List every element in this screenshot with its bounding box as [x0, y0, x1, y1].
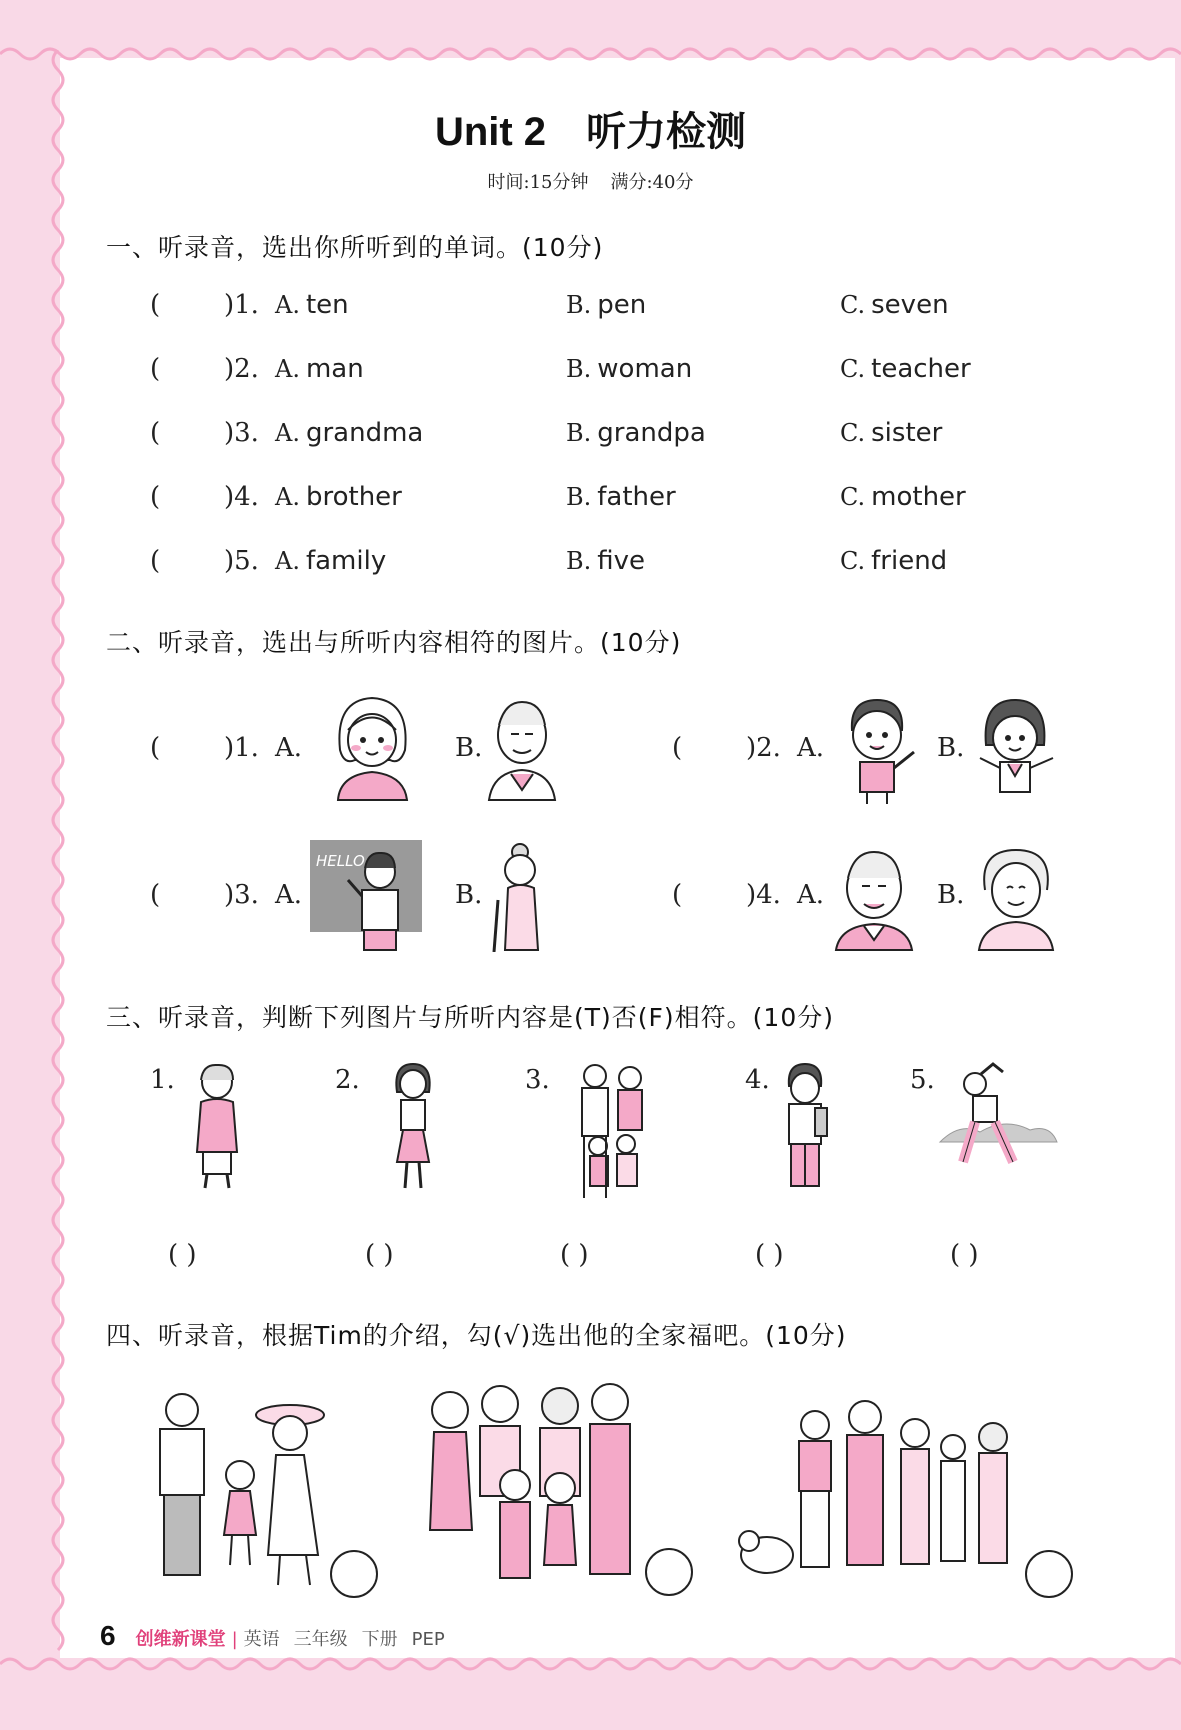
girl-portrait-image[interactable] [330, 690, 415, 802]
answer-paren[interactable]: ( [150, 482, 161, 512]
s1-question-1 [0, 290, 1181, 330]
test-title: 听力检测 [586, 110, 747, 154]
answer-paren[interactable]: ( [672, 880, 683, 910]
item-number-1: 1. [150, 1065, 175, 1095]
boy-waving-image[interactable] [832, 690, 927, 805]
exercising-woman-image[interactable] [935, 1062, 1060, 1177]
grade-label: 三年级 [293, 1629, 348, 1650]
bottom-wave-border [0, 1650, 1181, 1678]
option-b-letter: B. [455, 733, 483, 763]
item-number-2: 2. [335, 1065, 360, 1095]
answer-paren[interactable]: ( [150, 733, 161, 763]
option-c: C. teacher [840, 354, 971, 384]
answer-paren[interactable]: ( [150, 418, 161, 448]
question-number: )3. [224, 880, 259, 910]
option-b: B. five [566, 546, 646, 576]
boy-with-backpack-image[interactable] [775, 1062, 835, 1198]
subject-label: 英语 [243, 1629, 280, 1650]
term-label: 下册 [361, 1629, 398, 1650]
option-a-letter: A. [797, 733, 825, 763]
tf-answer-blank-5[interactable]: ( ) [950, 1240, 979, 1270]
question-number: )4. [224, 482, 259, 512]
option-b: B. father [566, 482, 676, 512]
tf-answer-blank-3[interactable]: ( ) [560, 1240, 589, 1270]
item-number-4: 4. [745, 1065, 770, 1095]
answer-paren[interactable]: ( [150, 290, 161, 320]
top-wave-border [0, 40, 1181, 68]
option-a-letter: A. [797, 880, 825, 910]
s1-question-4 [0, 482, 1181, 522]
option-c: C. sister [840, 418, 943, 448]
answer-paren[interactable]: ( [150, 354, 161, 384]
answer-paren[interactable]: ( [150, 546, 161, 576]
question-number: )4. [746, 880, 781, 910]
family-photo-option-3-image[interactable] [735, 1395, 1020, 1580]
full-score: 满分:40分 [610, 172, 694, 193]
item-number-3: 3. [525, 1065, 550, 1095]
tf-answer-blank-2[interactable]: ( ) [365, 1240, 394, 1270]
page-title [0, 100, 1181, 157]
answer-paren[interactable]: ( [150, 880, 161, 910]
grandma-with-cane-image[interactable] [490, 840, 550, 952]
woman-standing-image[interactable] [385, 1062, 440, 1192]
question-number: )1. [224, 290, 259, 320]
question-number: )1. [224, 733, 259, 763]
grandma-standing-image[interactable] [185, 1062, 250, 1192]
photo-1-check-circle[interactable] [330, 1550, 378, 1598]
option-a: A. man [275, 354, 364, 384]
option-c: C. seven [840, 290, 949, 320]
family-group-image[interactable] [570, 1062, 660, 1202]
brand-name: 创维新课堂 [135, 1629, 226, 1650]
answer-paren[interactable]: ( [672, 733, 683, 763]
tf-answer-blank-1[interactable]: ( ) [168, 1240, 197, 1270]
page-number: 6 [100, 1620, 116, 1651]
tf-answer-blank-4[interactable]: ( ) [755, 1240, 784, 1270]
option-a: A. grandma [275, 418, 424, 448]
option-a-letter: A. [275, 880, 303, 910]
s1-question-2 [0, 354, 1181, 394]
option-b: B. pen [566, 290, 647, 320]
teacher-at-blackboard-image[interactable] [310, 840, 422, 952]
edition-label: PEP [411, 1629, 445, 1650]
section2-title: 二、听录音，选出与所听内容相符的图片。(10分) [106, 628, 682, 657]
photo-2-check-circle[interactable] [645, 1548, 693, 1596]
s1-question-5 [0, 546, 1181, 586]
unit-label: Unit 2 [434, 110, 547, 154]
option-a-letter: A. [275, 733, 303, 763]
section3-title: 三、听录音，判断下列图片与所听内容是(T)否(F)相符。(10分) [106, 1003, 834, 1032]
option-b-letter: B. [937, 733, 965, 763]
question-number: )2. [746, 733, 781, 763]
grandpa-portrait-image[interactable] [485, 690, 560, 802]
question-number: )3. [224, 418, 259, 448]
section1-title: 一、听录音，选出你所听到的单词。(10分) [106, 233, 604, 262]
question-number: )2. [224, 354, 259, 384]
option-b: B. woman [566, 354, 693, 384]
girl-waving-image[interactable] [968, 690, 1063, 805]
family-photo-option-1-image[interactable] [150, 1385, 340, 1595]
item-number-5: 5. [910, 1065, 935, 1095]
question-number: )5. [224, 546, 259, 576]
option-c: C. mother [840, 482, 966, 512]
option-a: A. brother [275, 482, 402, 512]
test-info [0, 168, 1181, 194]
grandpa-smiling-image[interactable] [832, 840, 917, 952]
footer-separator: | [231, 1629, 238, 1650]
option-b: B. grandpa [566, 418, 706, 448]
option-b-letter: B. [937, 880, 965, 910]
option-a: A. ten [275, 290, 349, 320]
s1-question-3 [0, 418, 1181, 458]
photo-3-check-circle[interactable] [1025, 1550, 1073, 1598]
option-b-letter: B. [455, 880, 483, 910]
option-a: A. family [275, 546, 387, 576]
blackboard-text: HELLO [316, 852, 365, 870]
option-c: C. friend [840, 546, 948, 576]
section4-title: 四、听录音，根据Tim的介绍，勾(√)选出他的全家福吧。(10分) [106, 1321, 847, 1350]
family-photo-option-2-image[interactable] [420, 1380, 640, 1595]
time-limit: 时间:15分钟 [487, 172, 589, 193]
grandma-smiling-image[interactable] [975, 840, 1057, 952]
page-footer [100, 1620, 459, 1652]
